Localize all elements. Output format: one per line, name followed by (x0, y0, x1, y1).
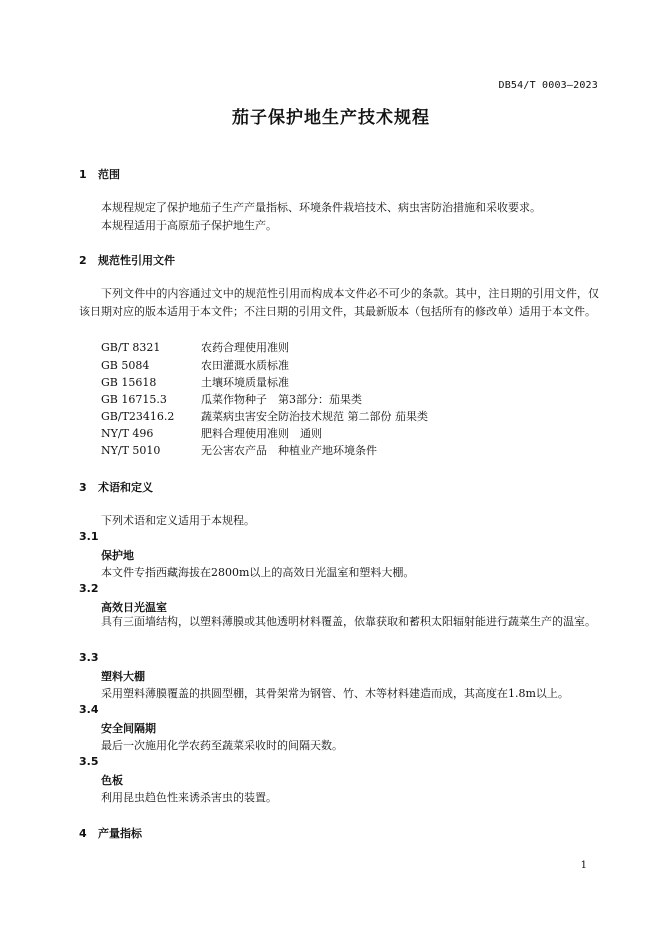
reference-code: GB 16715.3 (101, 393, 167, 406)
standard-code: DB54/T 0003—2023 (498, 80, 598, 91)
reference-code: NY/T 496 (101, 427, 154, 440)
section-3-heading (79, 479, 153, 495)
page-number: 1 (580, 860, 587, 871)
reference-name: 农药合理使用准则 (201, 341, 289, 354)
terms-intro: 下列术语和定义适用于本规程。 (101, 514, 255, 527)
term-title: 保护地 (101, 549, 134, 562)
reference-code: GB 5084 (101, 359, 150, 372)
normative-references-intro: 下列文件中的内容通过文中的规范性引用而构成本文件必不可少的条款。其中，注日期的引用文件，仅该日期对应的版本适用于本文件；不注日期的引用文件，其最新版本（包括所有的修改单）适用于本文件。 (79, 287, 599, 318)
term-definition: 本文件专指西藏海拔在2800m以上的高效日光温室和塑料大棚。 (101, 566, 415, 579)
reference-code: NY/T 5010 (101, 444, 161, 457)
reference-row (101, 374, 289, 390)
term-number: 3.5 (79, 755, 99, 768)
term-number: 3.1 (79, 530, 99, 543)
section-title: 规范性引用文件 (98, 254, 175, 267)
section-4-heading (79, 825, 142, 841)
term-number: 3.4 (79, 703, 99, 716)
reference-name: 肥料合理使用准则 通则 (201, 427, 322, 440)
reference-code: GB 15618 (101, 376, 157, 389)
term-definition: 利用昆虫趋色性来诱杀害虫的装置。 (101, 791, 277, 804)
term-title: 高效日光温室 (101, 601, 167, 614)
section-number: 2 (79, 254, 87, 267)
section-number: 1 (79, 168, 87, 181)
section-title: 术语和定义 (98, 481, 153, 494)
section-number: 3 (79, 481, 87, 494)
reference-name: 无公害农产品 种植业产地环境条件 (201, 444, 377, 457)
term-number: 3.2 (79, 582, 99, 595)
reference-row (101, 357, 289, 373)
section-1-heading (79, 166, 120, 182)
term-definition: 具有三面墙结构，以塑料薄膜或其他透明材料覆盖，依靠获取和蓄积太阳辐射能进行蔬菜生产的温室。 (101, 615, 596, 628)
term-definition: 最后一次施用化学农药至蔬菜采收时的间隔天数。 (101, 739, 343, 752)
section-2-heading (79, 252, 175, 268)
reference-name: 农田灌溉水质标准 (201, 359, 289, 372)
reference-code: GB/T23416.2 (101, 410, 175, 423)
scope-paragraph-2: 本规程适用于高原茄子保护地生产。 (101, 219, 277, 232)
section-title: 产量指标 (98, 827, 142, 840)
reference-row (101, 425, 322, 441)
term-title: 塑料大棚 (101, 670, 145, 683)
reference-code: GB/T 8321 (101, 341, 161, 354)
reference-row (101, 339, 289, 355)
reference-row (101, 391, 362, 407)
term-definition: 采用塑料薄膜覆盖的拱圆型棚，其骨架常为钢管、竹、木等材料建造而成，其高度在1.8m以上。 (101, 687, 569, 700)
term-number: 3.3 (79, 651, 99, 664)
reference-name: 瓜菜作物种子 第3部分：茄果类 (201, 393, 362, 406)
term-title: 色板 (101, 774, 123, 787)
reference-row (101, 408, 428, 424)
term-title: 安全间隔期 (101, 722, 156, 735)
reference-name: 蔬菜病虫害安全防治技术规范 第二部份 茄果类 (201, 410, 428, 423)
section-number: 4 (79, 827, 87, 840)
reference-row (101, 442, 377, 458)
document-title: 茄子保护地生产技术规程 (232, 108, 430, 128)
reference-name: 土壤环境质量标准 (201, 376, 289, 389)
section-title: 范围 (98, 168, 120, 181)
scope-paragraph-1: 本规程规定了保护地茄子生产产量指标、环境条件栽培技术、病虫害防治措施和采收要求。 (101, 201, 541, 214)
